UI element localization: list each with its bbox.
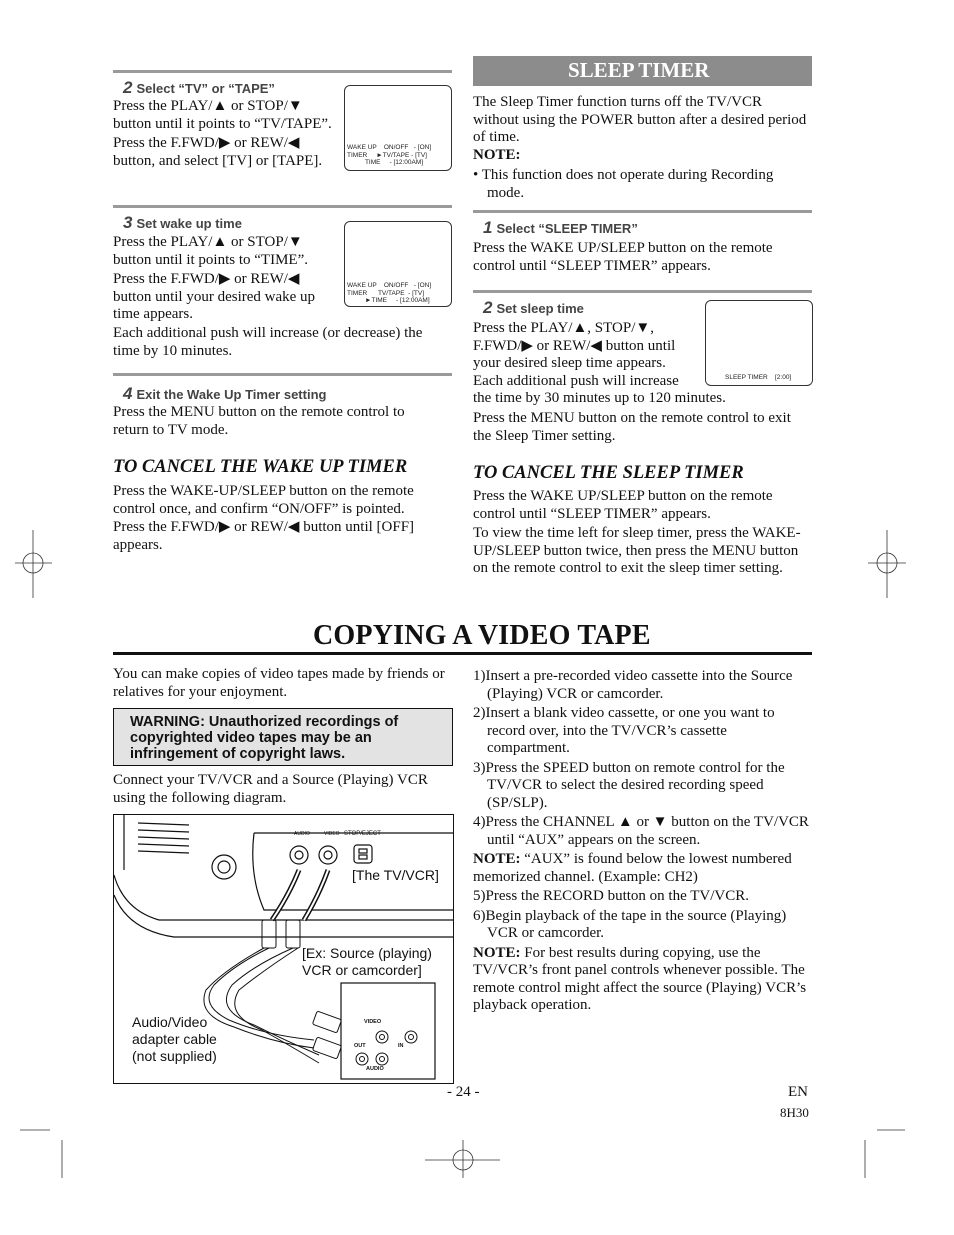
- step-3-text-3: Each additional push will increase (or decrease) the time by 10 minutes.: [113, 325, 423, 359]
- cancel-sleep-heading: TO CANCEL THE SLEEP TIMER: [473, 463, 744, 483]
- jack-label-stop-eject: STOP/EJECT: [344, 831, 381, 837]
- sleep-intro: The Sleep Timer function turns off the TV/VCR without using the POWER button after a desired period of time.: [473, 94, 807, 145]
- cancel-sleep-text-2: To view the time left for sleep timer, press the WAKE-UP/SLEEP button twice, then press the MENU button on the remote control to exit the sleep timer setting.: [473, 525, 801, 576]
- section-rule: [473, 290, 812, 293]
- sleep-step-2-text-1: Press the PLAY/▲, STOP/▼, F.FWD/▶ or REW/◀ button until your desired sleep time appears.: [473, 320, 676, 371]
- step-number: 4: [123, 384, 133, 403]
- connection-diagram: [113, 814, 454, 1084]
- copying-intro: You can make copies of video tapes made by friends or relatives for your enjoyment.: [113, 666, 445, 700]
- step-title: Select “SLEEP TIMER”: [496, 221, 638, 236]
- step-number: 2: [483, 298, 493, 317]
- step-2-text-2: Press the F.FWD/▶ or REW/◀ button, and select [TV] or [TAPE].: [113, 135, 323, 169]
- note-text: For best results during copying, use the TV/VCR’s front panel controls whenever possible. The remote control might affect the source (Playing) VCR’s playback operation.: [473, 944, 807, 1013]
- label-cable: Audio/Video adapter cable (not supplied): [132, 1014, 217, 1064]
- tv-screen-osd-time: [344, 221, 452, 307]
- sleep-step-2-heading: [483, 298, 584, 318]
- step-number: 1: [483, 218, 493, 237]
- step-title: Set wake up time: [136, 216, 242, 231]
- step-3-text-2: Press the F.FWD/▶ or REW/◀ button until your desired wake up time appears.: [113, 271, 316, 322]
- sleep-step-1-text: Press the WAKE UP/SLEEP button on the remote control until “SLEEP TIMER” appears.: [473, 240, 773, 274]
- section-rule: [113, 70, 452, 73]
- copy-note-2: [473, 945, 811, 1015]
- step-title: Set sleep time: [496, 301, 584, 316]
- sleep-step-2-text-2b: the time by 30 minutes up to 120 minutes.: [473, 390, 726, 406]
- banner-title: SLEEP TIMER: [568, 58, 710, 82]
- note-bullet: • This function does not operate during Recording mode.: [473, 167, 774, 201]
- copy-step-5: 5)Press the RECORD button on the TV/VCR.: [473, 888, 749, 904]
- cancel-wake-text-2: Press the F.FWD/▶ or REW/◀ button until [OFF] appears.: [113, 519, 415, 553]
- cancel-wake-heading: TO CANCEL THE WAKE UP TIMER: [113, 457, 408, 477]
- src-label-video: VIDEO: [364, 1019, 382, 1025]
- label-source: [Ex: Source (playing) VCR or camcorder]: [302, 945, 432, 978]
- step-title: Select “TV” or “TAPE”: [136, 81, 275, 96]
- warning-box: [113, 708, 453, 766]
- section-rule: [113, 373, 452, 376]
- step-4-text: Press the MENU button on the remote control to return to TV mode.: [113, 404, 405, 438]
- copy-step-1: 1)Insert a pre-recorded video cassette into the Source (Playing) VCR or camcorder.: [473, 668, 793, 702]
- note-text: “AUX” is found below the lowest numbered memorized channel. (Example: CH2): [473, 851, 792, 885]
- step-3-text-1: Press the PLAY/▲ or STOP/▼ button until it points to “TIME”.: [113, 234, 308, 268]
- osd-text: WAKE UP ON/OFF ‑ [ON] TIMER ►TV/TAPE ‑ [TV] TIME ‑ [12:00AM]: [347, 144, 432, 166]
- warning-text: WARNING: Unauthorized recordings of copyrighted video tapes may be an infringement of copyright laws.: [130, 714, 399, 762]
- copy-steps: [473, 668, 811, 1017]
- copy-step-4: 4)Press the CHANNEL ▲ or ▼ button on the TV/VCR until “AUX” appears on the screen.: [473, 814, 809, 848]
- tv-screen-osd-tv-tape: [344, 85, 452, 171]
- sleep-step-1-heading: [483, 218, 638, 238]
- label-tv-vcr: [The TV/VCR]: [352, 867, 439, 883]
- copy-step-3: 3)Press the SPEED button on remote control for the TV/VCR to select the desired recording speed (SP/SLP).: [473, 759, 785, 811]
- note-label: NOTE:: [473, 147, 521, 163]
- note-label: NOTE:: [473, 944, 521, 961]
- step-title: Exit the Wake Up Timer setting: [136, 387, 327, 402]
- page-number: - 24 -: [447, 1084, 480, 1100]
- osd-text: SLEEP TIMER [2:00]: [725, 374, 792, 381]
- src-label-in: IN: [398, 1043, 404, 1049]
- note-label: NOTE:: [473, 851, 521, 867]
- sleep-step-2-text-3: Press the MENU button on the remote control to exit the Sleep Timer setting.: [473, 410, 791, 444]
- step-2-heading: [123, 78, 275, 98]
- sleep-step-2-text-2a: Each additional push will increase: [473, 373, 679, 389]
- section-rule: [473, 210, 812, 213]
- copy-note-1: [473, 851, 811, 886]
- src-label-audio: AUDIO: [366, 1066, 384, 1072]
- section-rule: [113, 205, 452, 208]
- title-rule: [113, 652, 812, 655]
- tv-screen-osd-sleep: [705, 300, 813, 386]
- jack-label-video: VIDEO: [324, 831, 340, 837]
- step-4-heading: [123, 384, 326, 404]
- jack-label-audio: AUDIO: [294, 831, 310, 837]
- step-number: 3: [123, 213, 133, 232]
- step-number: 2: [123, 78, 133, 97]
- cancel-sleep-text-1: Press the WAKE UP/SLEEP button on the remote control until “SLEEP TIMER” appears.: [473, 488, 773, 522]
- osd-text: WAKE UP ON/OFF ‑ [ON] TIMER TV/TAPE ‑ [TV] ►TIME ‑ [12:00AM]: [347, 282, 432, 304]
- language-code: EN: [788, 1084, 808, 1100]
- connect-text: Connect your TV/VCR and a Source (Playing) VCR using the following diagram.: [113, 772, 428, 806]
- copy-step-2: 2)Insert a blank video cassette, or one you want to record over, into the TV/VCR’s cassette compartment.: [473, 705, 775, 756]
- cancel-wake-text-1: Press the WAKE-UP/SLEEP button on the remote control once, and confirm “ON/OFF” is pointed.: [113, 483, 414, 517]
- sleep-timer-banner: [473, 56, 812, 86]
- src-label-out: OUT: [354, 1043, 366, 1049]
- model-code: 8H30: [780, 1105, 809, 1120]
- step-2-text-1: Press the PLAY/▲ or STOP/▼ button until it points to “TV/TAPE”.: [113, 98, 332, 132]
- step-3-heading: [123, 213, 242, 233]
- copying-title: COPYING A VIDEO TAPE: [313, 620, 651, 651]
- copy-step-6: 6)Begin playback of the tape in the source (Playing) VCR or camcorder.: [473, 907, 787, 941]
